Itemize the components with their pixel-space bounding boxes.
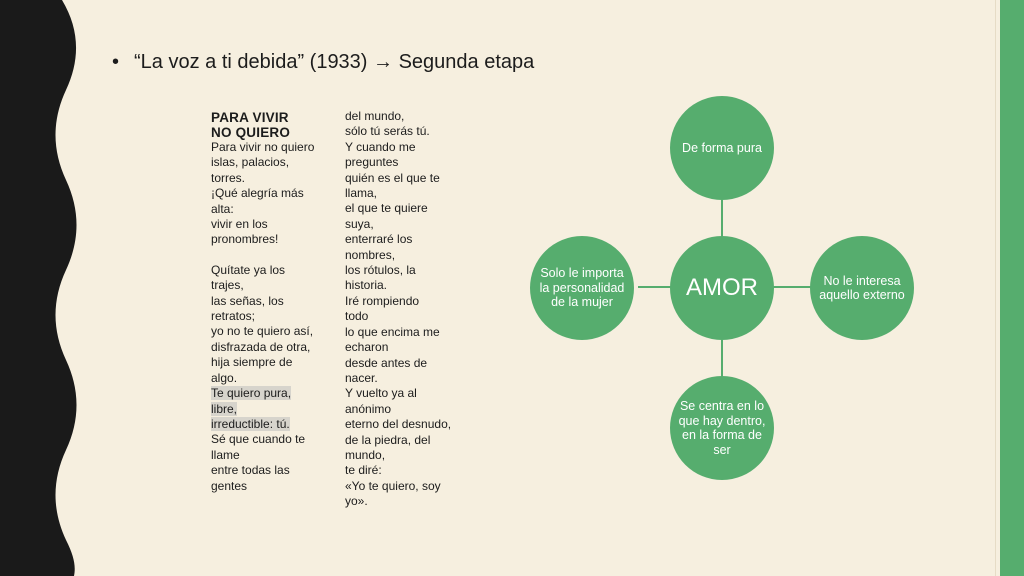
- bullet-icon: •: [112, 51, 120, 73]
- poem-line: Para vivir no quiero: [211, 140, 315, 154]
- poem-column-1: [211, 110, 319, 494]
- poem-line: desde antes de: [345, 355, 428, 370]
- poem-line: alta:: [211, 201, 234, 216]
- poem-line: nacer.: [345, 370, 378, 385]
- poem-line: vivir en los: [211, 217, 268, 232]
- slide-heading: [112, 48, 534, 76]
- poem-line: torres.: [211, 170, 246, 185]
- connector-right: [772, 286, 812, 288]
- node-left: Solo le importa la personalidad de la mujer: [530, 236, 634, 340]
- poem-line: te diré:: [345, 463, 382, 478]
- poem-line: irreductible: tú.: [211, 416, 290, 431]
- connector-bottom: [721, 340, 723, 378]
- poem-line: libre,: [211, 401, 238, 416]
- poem-line: islas, palacios,: [211, 155, 290, 170]
- poem-line: nombres,: [345, 247, 396, 262]
- poem-line: disfrazada de otra,: [211, 339, 311, 354]
- poem-line: entre todas las: [211, 463, 290, 478]
- poem-line: echaron: [345, 340, 389, 355]
- poem-line: trajes,: [211, 278, 244, 293]
- poem-line: Y cuando me: [345, 139, 416, 154]
- poem-line: «Yo te quiero, soy: [345, 478, 441, 493]
- poem-line: Sé que cuando te: [211, 432, 306, 447]
- poem-line: historia.: [345, 278, 388, 293]
- node-bottom: Se centra en lo que hay dentro, en la forma de ser: [670, 376, 774, 480]
- right-divider-line: [995, 0, 996, 576]
- poem-line: enterraré los: [345, 232, 413, 247]
- poem-line: yo».: [345, 494, 368, 509]
- poem-line: Y vuelto ya al: [345, 386, 417, 401]
- poem-line: algo.: [211, 370, 238, 385]
- poem-line: todo: [345, 309, 369, 324]
- poem-stanza-lines: [211, 140, 319, 494]
- poem-line: retratos;: [211, 309, 256, 324]
- poem-line: Te quiero pura,: [211, 386, 292, 401]
- poem-title: PARA VIVIR NO QUIERO: [211, 110, 291, 140]
- poem-line: gentes: [211, 478, 248, 493]
- poem-line: eterno del desnudo,: [345, 417, 452, 432]
- right-accent-stripe: [1000, 0, 1024, 576]
- poem-line: quién es el que te: [345, 170, 440, 185]
- decorative-wave-band: [0, 0, 90, 576]
- poem-line: anónimo: [345, 401, 392, 416]
- node-top: De forma pura: [670, 96, 774, 200]
- poem-line: suya,: [345, 216, 374, 231]
- poem-line: Quítate ya los: [211, 262, 286, 277]
- poem-line: lo que encima me: [345, 324, 440, 339]
- connector-left: [638, 286, 672, 288]
- poem-line: llame: [211, 447, 240, 462]
- poem-line: pronombres!: [211, 232, 279, 247]
- poem-line: mundo,: [345, 447, 386, 462]
- stanza-break: [211, 248, 319, 263]
- node-center-amor: AMOR: [670, 236, 774, 340]
- heading-text: “La voz a ti debida” (1933) → Segunda etapa: [134, 51, 535, 73]
- poem-line: los rótulos, la: [345, 263, 416, 278]
- poem-line: llama,: [345, 186, 378, 201]
- poem-stanza-lines: [345, 109, 457, 510]
- poem-line: de la piedra, del: [345, 432, 431, 447]
- poem-line: yo no te quiero así,: [211, 324, 314, 339]
- poem-line: el que te quiere: [345, 201, 428, 216]
- poem-line: Iré rompiendo: [345, 293, 420, 308]
- poem-line: del mundo,: [345, 109, 405, 123]
- poem-line: preguntes: [345, 155, 399, 170]
- poem-column-2: [345, 109, 457, 510]
- amor-concept-diagram: [520, 90, 920, 470]
- poem-line: ¡Qué alegría más: [211, 186, 304, 201]
- poem-line: las señas, los: [211, 293, 284, 308]
- poem-line: hija siempre de: [211, 355, 293, 370]
- poem-line: sólo tú serás tú.: [345, 124, 430, 139]
- connector-top: [721, 200, 723, 240]
- node-right: No le interesa aquello externo: [810, 236, 914, 340]
